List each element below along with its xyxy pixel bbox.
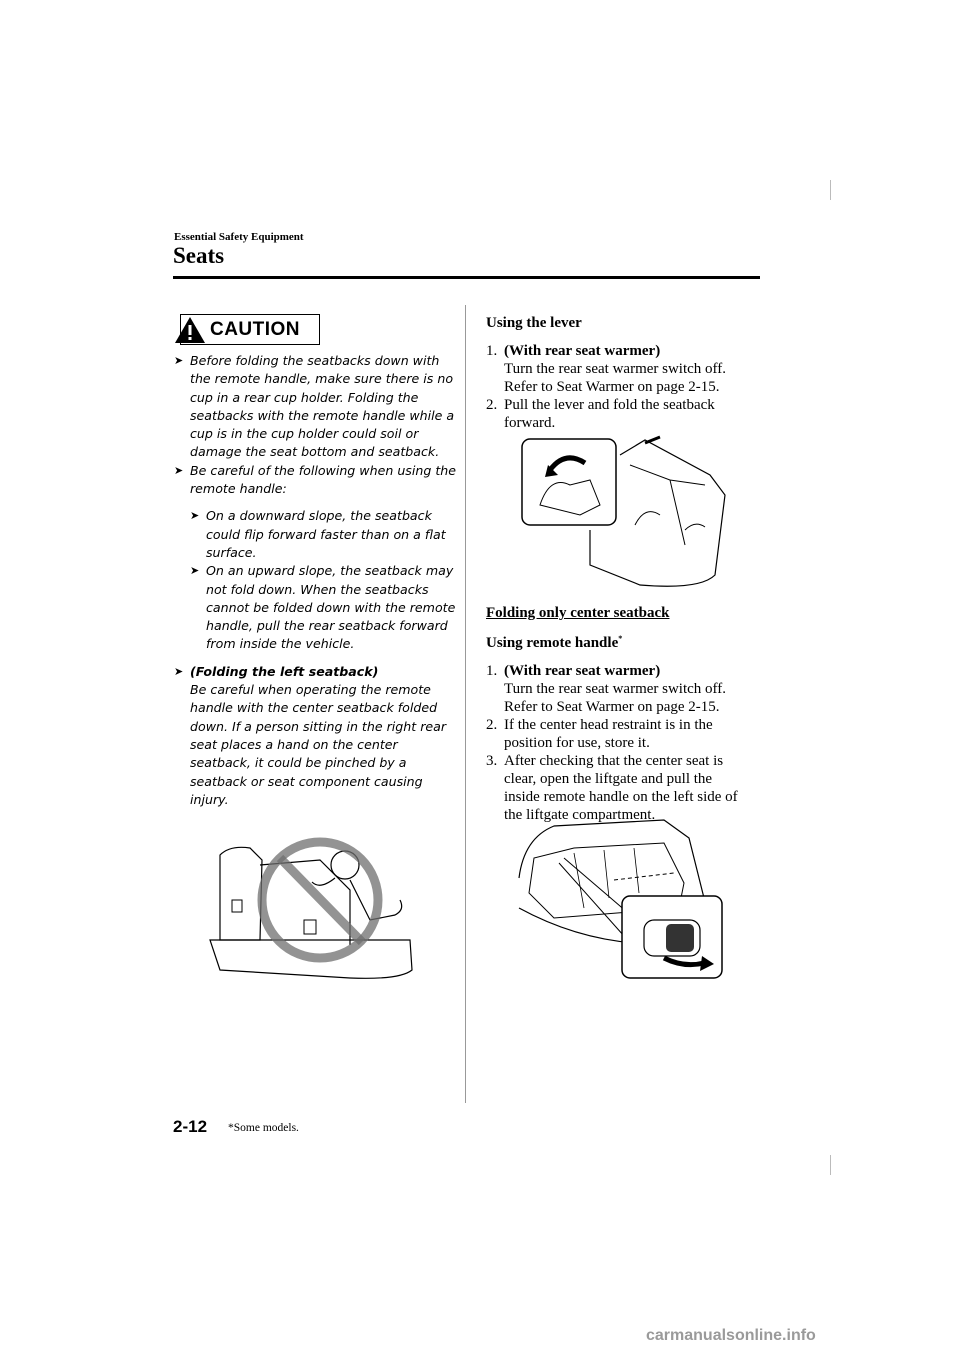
- caution-sub-item: [174, 562, 459, 653]
- crop-mark-top: [830, 180, 831, 200]
- caution-item: [174, 352, 459, 462]
- lever-heading: Using the lever: [486, 315, 582, 331]
- center-seatback-section: [486, 604, 766, 824]
- caution-list: [174, 352, 459, 809]
- step-item: 1. (With rear seat warmer) Turn the rear seat warmer switch off. Refer to Seat Warmer on page 2-15.: [486, 663, 727, 715]
- lever-fold-illustration: [520, 435, 745, 593]
- footnote: *Some models.: [228, 1122, 299, 1134]
- step-item: 3. After checking that the center seat is clear, open the liftgate and pull the inside remote handle on the left side of the liftgate compartment.: [486, 753, 738, 823]
- caution-item: [174, 462, 459, 499]
- step-item: 2. If the center head restraint is in the position for use, store it.: [486, 717, 713, 751]
- column-divider: [465, 305, 466, 1103]
- caution-item-title: (Folding the left seatback): [190, 663, 379, 679]
- liftgate-remote-handle-illustration: [514, 818, 728, 982]
- section-label: Essential Safety Equipment: [174, 231, 304, 243]
- arrow-bullet-icon: ➤: [190, 509, 200, 523]
- crop-mark-bottom: [830, 1155, 831, 1175]
- page-number: 2-12: [173, 1117, 208, 1136]
- caution-box: [180, 314, 320, 345]
- arrow-bullet-icon: ➤: [190, 564, 200, 578]
- step-item: 2. Pull the lever and fold the seatback forward.: [486, 397, 715, 431]
- page-title: Seats: [173, 243, 225, 268]
- arrow-bullet-icon: ➤: [174, 664, 184, 678]
- caution-sub-item: [174, 507, 459, 562]
- lever-section: [486, 314, 766, 432]
- caution-item-text: Be careful when operating the remote handle with the center seatback folded down. If a person sitting in the right rear seat places a hand on the center seatback, it could be pinched by a seatback or seat component causing injury.: [190, 682, 447, 807]
- caution-sub-item-text: On a downward slope, the seatback could flip forward faster than on a flat surface.: [206, 508, 446, 560]
- caution-title: CAUTION: [209, 318, 301, 340]
- center-section-heading: Folding only center seatback: [486, 605, 670, 621]
- caution-sub-item-text: On an upward slope, the seatback may not fold down. When the seatbacks cannot be folded down with the remote handle, pull the rear seatback forward from inside the vehicle.: [206, 563, 456, 652]
- warning-triangle-icon: [173, 315, 207, 345]
- caution-item: [174, 663, 459, 809]
- arrow-bullet-icon: ➤: [174, 463, 184, 477]
- arrow-bullet-icon: ➤: [174, 354, 184, 367]
- caution-item-text: Before folding the seatbacks down with the remote handle, make sure there is no cup in a rear cup holder. Folding the seatbacks with the remote handle while a cup is in the cup holder could soil or damage the seat bottom and seatback.: [190, 353, 455, 460]
- heading-rule: [173, 276, 760, 279]
- no-hand-on-seatback-illustration: [200, 820, 420, 990]
- step-item: 1. (With rear seat warmer) Turn the rear seat warmer switch off. Refer to Seat Warmer on page 2-15.: [486, 343, 727, 395]
- caution-item-text: Be careful of the following when using the remote handle:: [190, 462, 457, 497]
- watermark: carmanualsonline.info: [646, 1327, 816, 1344]
- remote-handle-subheading: Using remote handle*: [486, 634, 623, 651]
